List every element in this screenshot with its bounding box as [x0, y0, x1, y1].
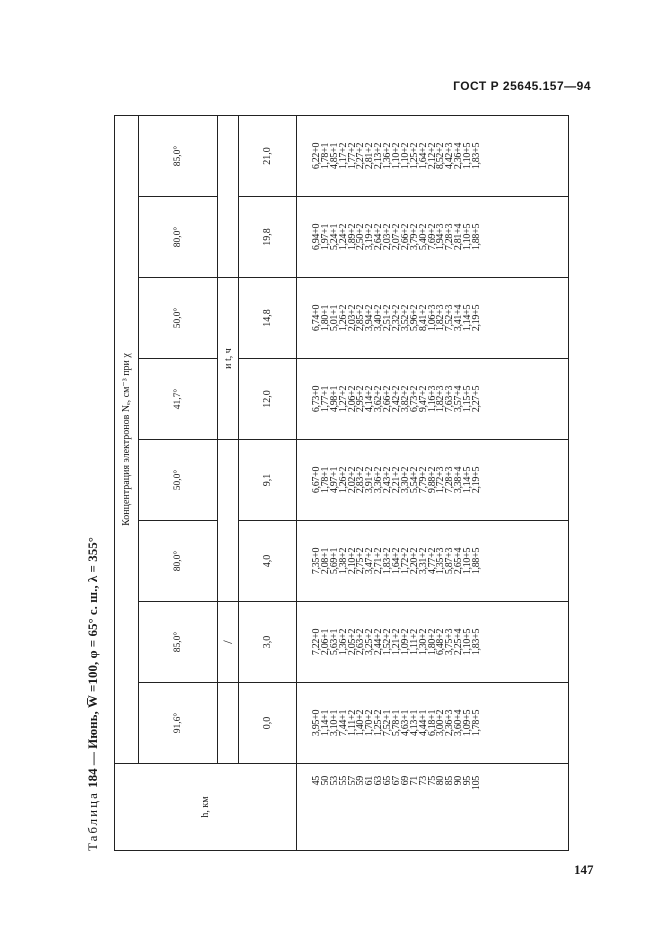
- concentration-value: 1,14+5: [462, 466, 474, 494]
- concentration-value: 1,14+1: [319, 709, 331, 737]
- concentration-value: 2,95+2: [355, 385, 367, 413]
- concentration-value: 2,63+2: [355, 628, 367, 656]
- header-row-angles: [139, 116, 218, 851]
- concentration-value: 1,89+2: [346, 223, 358, 251]
- page-number: 147: [574, 862, 594, 877]
- concentration-value: 1,26+2: [337, 466, 349, 494]
- concentration-value: 2,51+2: [382, 304, 394, 332]
- concentration-value: 6,18+1: [426, 709, 438, 737]
- concentration-value: 4,13+1: [408, 709, 420, 737]
- height-value: 105: [471, 776, 483, 791]
- empty-mark-cell: [218, 683, 239, 764]
- height-value: 45: [311, 776, 322, 786]
- concentration-value: 1,27+2: [337, 385, 349, 413]
- local-time-header: 4,0: [239, 521, 297, 602]
- concentration-value: 1,30+2: [417, 628, 429, 656]
- concentration-value: 3,47+2: [364, 547, 376, 575]
- concentration-value: 1,21+2: [391, 628, 403, 656]
- concentration-value: 7,52+3: [444, 304, 456, 332]
- concentration-value: 2,66+2: [399, 223, 411, 251]
- zenith-angle-header: 80,0°: [139, 197, 218, 278]
- zenith-angle-header: 80,0°: [139, 521, 218, 602]
- concentration-value: 4,63+1: [399, 709, 411, 737]
- concentration-value: 5,24+1: [328, 223, 340, 251]
- concentration-value: 2,02+2: [346, 466, 358, 494]
- zenith-angle-header: 91,6°: [139, 683, 218, 764]
- height-value: 59: [355, 776, 367, 786]
- local-time-header: 21,0: [239, 116, 297, 197]
- local-time-header: 3,0: [239, 602, 297, 683]
- concentration-value: 3,57+4: [453, 385, 465, 413]
- electron-concentration-table: [114, 115, 569, 851]
- zenith-angle-header: 50,0°: [139, 440, 218, 521]
- concentration-value: 3,31+2: [417, 547, 429, 575]
- concentration-value: 1,78+1: [319, 142, 331, 170]
- concentration-value: 2,43+2: [382, 466, 394, 494]
- concentration-value: 3,62+2: [373, 385, 385, 413]
- concentration-value: 3,36+2: [373, 466, 385, 494]
- concentration-value: 2,36+4: [453, 142, 465, 170]
- concentration-value: 1,72+2: [399, 547, 411, 575]
- concentration-value: 4,14+2: [364, 385, 376, 413]
- height-value: 63: [373, 776, 385, 786]
- concentration-value: 1,97+1: [319, 223, 331, 251]
- concentration-value: 5,40+2: [417, 223, 429, 251]
- concentration-value: 1,10+5: [462, 223, 474, 251]
- concentration-value: 3,82+2: [399, 385, 411, 413]
- concentration-value: 1,78+5: [471, 709, 483, 737]
- concentration-value: 2,12+2: [426, 142, 438, 170]
- concentration-value: 1,10+5: [462, 547, 474, 575]
- concentration-value: 2,25+4: [453, 628, 465, 656]
- concentration-value: 6,22+0: [311, 142, 322, 170]
- local-time-label: и t, ч: [218, 278, 239, 440]
- concentration-value: 3,30+2: [399, 466, 411, 494]
- concentration-value: 2,81+4: [453, 223, 465, 251]
- table-data-row: [297, 116, 569, 851]
- concentration-value: 1,40+2: [355, 709, 367, 737]
- zenith-angle-header: 85,0°: [139, 116, 218, 197]
- concentration-value: 9,47+2: [417, 385, 429, 413]
- concentration-value: 1,64+2: [391, 547, 403, 575]
- concentration-value: 2,19+5: [471, 466, 483, 494]
- heights-column: [297, 764, 569, 851]
- concentration-value: 1,36+2: [382, 142, 394, 170]
- concentration-value: 1,09+2: [399, 628, 411, 656]
- concentration-value: 1,77+2: [346, 142, 358, 170]
- concentration-value: 1,78+1: [319, 466, 331, 494]
- concentration-value: 1,35+3: [435, 547, 447, 575]
- concentration-value: 7,52+1: [382, 709, 394, 737]
- height-value: 55: [337, 776, 349, 786]
- concentration-value: 6,73+0: [311, 385, 322, 413]
- concentration-value: 1,94+3: [435, 223, 447, 251]
- concentration-value: 1,83+5: [471, 628, 483, 656]
- local-time-header: 9,1: [239, 440, 297, 521]
- concentration-value: 4,44+1: [417, 709, 429, 737]
- concentration-value: 1,80+2: [426, 628, 438, 656]
- concentration-value: 5,54+2: [408, 466, 420, 494]
- concentration-value: 3,60+4: [453, 709, 465, 737]
- local-time-header: 14,8: [239, 278, 297, 359]
- concentration-value: 2,65+4: [453, 547, 465, 575]
- concentration-value: 5,01+1: [328, 304, 340, 332]
- concentration-value: 7,69+2: [426, 223, 438, 251]
- concentration-value: 2,21+2: [391, 466, 403, 494]
- concentration-value: 1,82+3: [435, 304, 447, 332]
- concentration-value: 3,40+2: [373, 304, 385, 332]
- concentration-value: 1,16+3: [426, 385, 438, 413]
- concentration-value: 7,44+1: [337, 709, 349, 737]
- concentration-value: 3,52+2: [399, 304, 411, 332]
- concentration-value: 2,27+5: [471, 385, 483, 413]
- concentration-value: 8,41+2: [417, 304, 429, 332]
- height-value: 53: [328, 776, 340, 786]
- concentration-column: [297, 278, 569, 359]
- concentration-value: 1,72+3: [435, 466, 447, 494]
- concentration-value: 3,79+2: [408, 223, 420, 251]
- header-row-title: [115, 116, 139, 851]
- concentration-value: 2,27+2: [355, 142, 367, 170]
- concentration-value: 8,52+2: [435, 142, 447, 170]
- caption-rest: 184 — Июнь, W̅ =100, φ = 65° с. ш., λ = 355°: [85, 537, 100, 792]
- concentration-value: 9,88+2: [426, 466, 438, 494]
- concentration-value: 1,83+5: [471, 142, 483, 170]
- concentration-value: 3,75+3: [444, 628, 456, 656]
- concentration-value: 1,06+3: [426, 304, 438, 332]
- height-value: 50: [319, 776, 331, 786]
- slash-mark: /: [218, 602, 239, 683]
- concentration-value: 2,85+2: [355, 304, 367, 332]
- concentration-value: 2,42+2: [391, 385, 403, 413]
- concentration-value: 5,96+2: [408, 304, 420, 332]
- concentration-value: 6,94+0: [311, 223, 322, 251]
- concentration-value: 4,98+1: [328, 385, 340, 413]
- concentration-value: 4,42+3: [444, 142, 456, 170]
- concentration-value: 2,83+2: [355, 466, 367, 494]
- height-value: 57: [346, 776, 358, 786]
- concentration-value: 3,19+2: [364, 223, 376, 251]
- caption-prefix: Таблица: [85, 791, 100, 851]
- concentration-value: 2,08+1: [319, 547, 331, 575]
- height-value: 69: [399, 776, 411, 786]
- concentration-column: [297, 197, 569, 278]
- concentration-value: 6,67+0: [311, 466, 322, 494]
- concentration-value: 2,03+2: [346, 304, 358, 332]
- empty-mark-cell: [218, 116, 239, 278]
- concentration-value: 2,20+2: [408, 547, 420, 575]
- concentration-value: 1,82+3: [435, 385, 447, 413]
- concentration-value: 5,87+3: [444, 547, 456, 575]
- concentration-value: 2,66+2: [382, 385, 394, 413]
- concentration-value: 7,35+0: [311, 547, 322, 575]
- concentration-value: 2,13+2: [373, 142, 385, 170]
- concentration-value: 1,88+5: [471, 223, 483, 251]
- concentration-value: 1,11+2: [408, 629, 420, 655]
- concentration-value: 2,19+5: [471, 304, 483, 332]
- concentration-value: 2,36+3: [444, 709, 456, 737]
- concentration-value: 2,64+2: [373, 223, 385, 251]
- concentration-column: [297, 359, 569, 440]
- header-row-marks: [218, 116, 239, 851]
- concentration-value: 2,03+2: [382, 223, 394, 251]
- concentration-value: 2,10+2: [346, 547, 358, 575]
- concentration-value: 1,36+2: [337, 628, 349, 656]
- local-time-header: 12,0: [239, 359, 297, 440]
- concentration-value: 1,24+2: [337, 223, 349, 251]
- concentration-value: 3,94+2: [364, 304, 376, 332]
- concentration-value: 7,63+3: [444, 385, 456, 413]
- height-value: 73: [417, 776, 429, 786]
- concentration-value: 1,15+5: [462, 385, 474, 413]
- concentration-value: 3,38+4: [453, 466, 465, 494]
- concentration-value: 2,75+2: [355, 547, 367, 575]
- table-caption: [82, 115, 104, 851]
- standard-header: ГОСТ Р 25645.157—94: [453, 79, 591, 93]
- concentration-value: 1,17+2: [337, 142, 349, 170]
- concentration-value: 3,91+2: [364, 466, 376, 494]
- concentration-value: 2,50+2: [355, 223, 367, 251]
- concentration-value: 1,77+1: [319, 385, 331, 413]
- height-value: 90: [453, 776, 465, 786]
- concentration-value: 1,26+2: [337, 304, 349, 332]
- rotated-table-area: [82, 115, 592, 851]
- concentration-value: 1,83+2: [382, 547, 394, 575]
- concentration-value: 1,10+2: [391, 142, 403, 170]
- concentration-value: 2,81+2: [364, 142, 376, 170]
- concentration-value: 1,14+5: [462, 304, 474, 332]
- height-value: 71: [408, 776, 420, 786]
- concentration-value: 7,22+0: [311, 628, 322, 656]
- concentration-value: 7,28+3: [444, 466, 456, 494]
- concentration-value: 1,38+2: [337, 547, 349, 575]
- height-value: 61: [364, 776, 376, 786]
- height-value: 80: [435, 776, 447, 786]
- concentration-value: 5,63+1: [328, 628, 340, 656]
- concentration-column: [297, 602, 569, 683]
- concentration-value: 3,41+4: [453, 304, 465, 332]
- concentration-column: [297, 521, 569, 602]
- concentration-value: 2,05+2: [346, 628, 358, 656]
- concentration-value: 2,71+2: [373, 547, 385, 575]
- concentration-value: 7,79+2: [417, 466, 429, 494]
- concentration-value: 1,64+2: [417, 142, 429, 170]
- concentration-value: 3,00+2: [435, 709, 447, 737]
- concentration-value: 1,88+5: [471, 547, 483, 575]
- zenith-angle-header: 85,0°: [139, 602, 218, 683]
- local-time-header: 0,0: [239, 683, 297, 764]
- concentration-value: 3,25+2: [364, 628, 376, 656]
- concentration-value: 2,44+2: [373, 628, 385, 656]
- height-value: 85: [444, 776, 456, 786]
- height-value: 75: [426, 776, 438, 786]
- concentration-value: 5,69+1: [328, 547, 340, 575]
- concentration-value: 1,09+5: [462, 709, 474, 737]
- concentration-value: 6,74+0: [311, 304, 322, 332]
- concentration-value: 6,48+2: [435, 628, 447, 656]
- concentration-value: 1,10+2: [399, 142, 411, 170]
- concentration-value: 1,11+2: [346, 710, 358, 736]
- concentration-value: 1,10+5: [462, 142, 474, 170]
- header-row-times: [239, 116, 297, 851]
- concentration-value: 1,80+1: [319, 304, 331, 332]
- concentration-value: 2,32+2: [391, 304, 403, 332]
- concentration-title: Концентрация электронов Nₑ, см⁻³ при χ: [115, 116, 139, 764]
- concentration-value: 3,95+0: [311, 709, 322, 737]
- concentration-value: 2,06+1: [319, 628, 331, 656]
- height-value: 65: [382, 776, 394, 786]
- concentration-value: 1,70+2: [364, 709, 376, 737]
- concentration-value: 1,10+5: [462, 628, 474, 656]
- concentration-value: 2,07+2: [391, 223, 403, 251]
- concentration-column: [297, 440, 569, 521]
- height-value: 95: [462, 776, 474, 786]
- concentration-value: 4,77+2: [426, 547, 438, 575]
- concentration-value: 4,85+1: [328, 142, 340, 170]
- zenith-angle-header: 50,0°: [139, 278, 218, 359]
- height-header: h, км: [115, 764, 297, 851]
- concentration-value: 1,25+2: [408, 142, 420, 170]
- height-value: 67: [391, 776, 403, 786]
- local-time-header: 19,8: [239, 197, 297, 278]
- zenith-angle-header: 41,7°: [139, 359, 218, 440]
- concentration-value: 4,97+1: [328, 466, 340, 494]
- concentration-value: 1,52+2: [382, 628, 394, 656]
- concentration-value: 3,10+1: [328, 709, 340, 737]
- concentration-value: 6,73+2: [408, 385, 420, 413]
- concentration-column: [297, 116, 569, 197]
- concentration-column: [297, 683, 569, 764]
- concentration-value: 7,28+3: [444, 223, 456, 251]
- concentration-value: 1,25+2: [373, 709, 385, 737]
- concentration-value: 2,06+2: [346, 385, 358, 413]
- concentration-value: 5,78+1: [391, 709, 403, 737]
- empty-mark-cell: [218, 440, 239, 602]
- table-sheet: [82, 115, 592, 851]
